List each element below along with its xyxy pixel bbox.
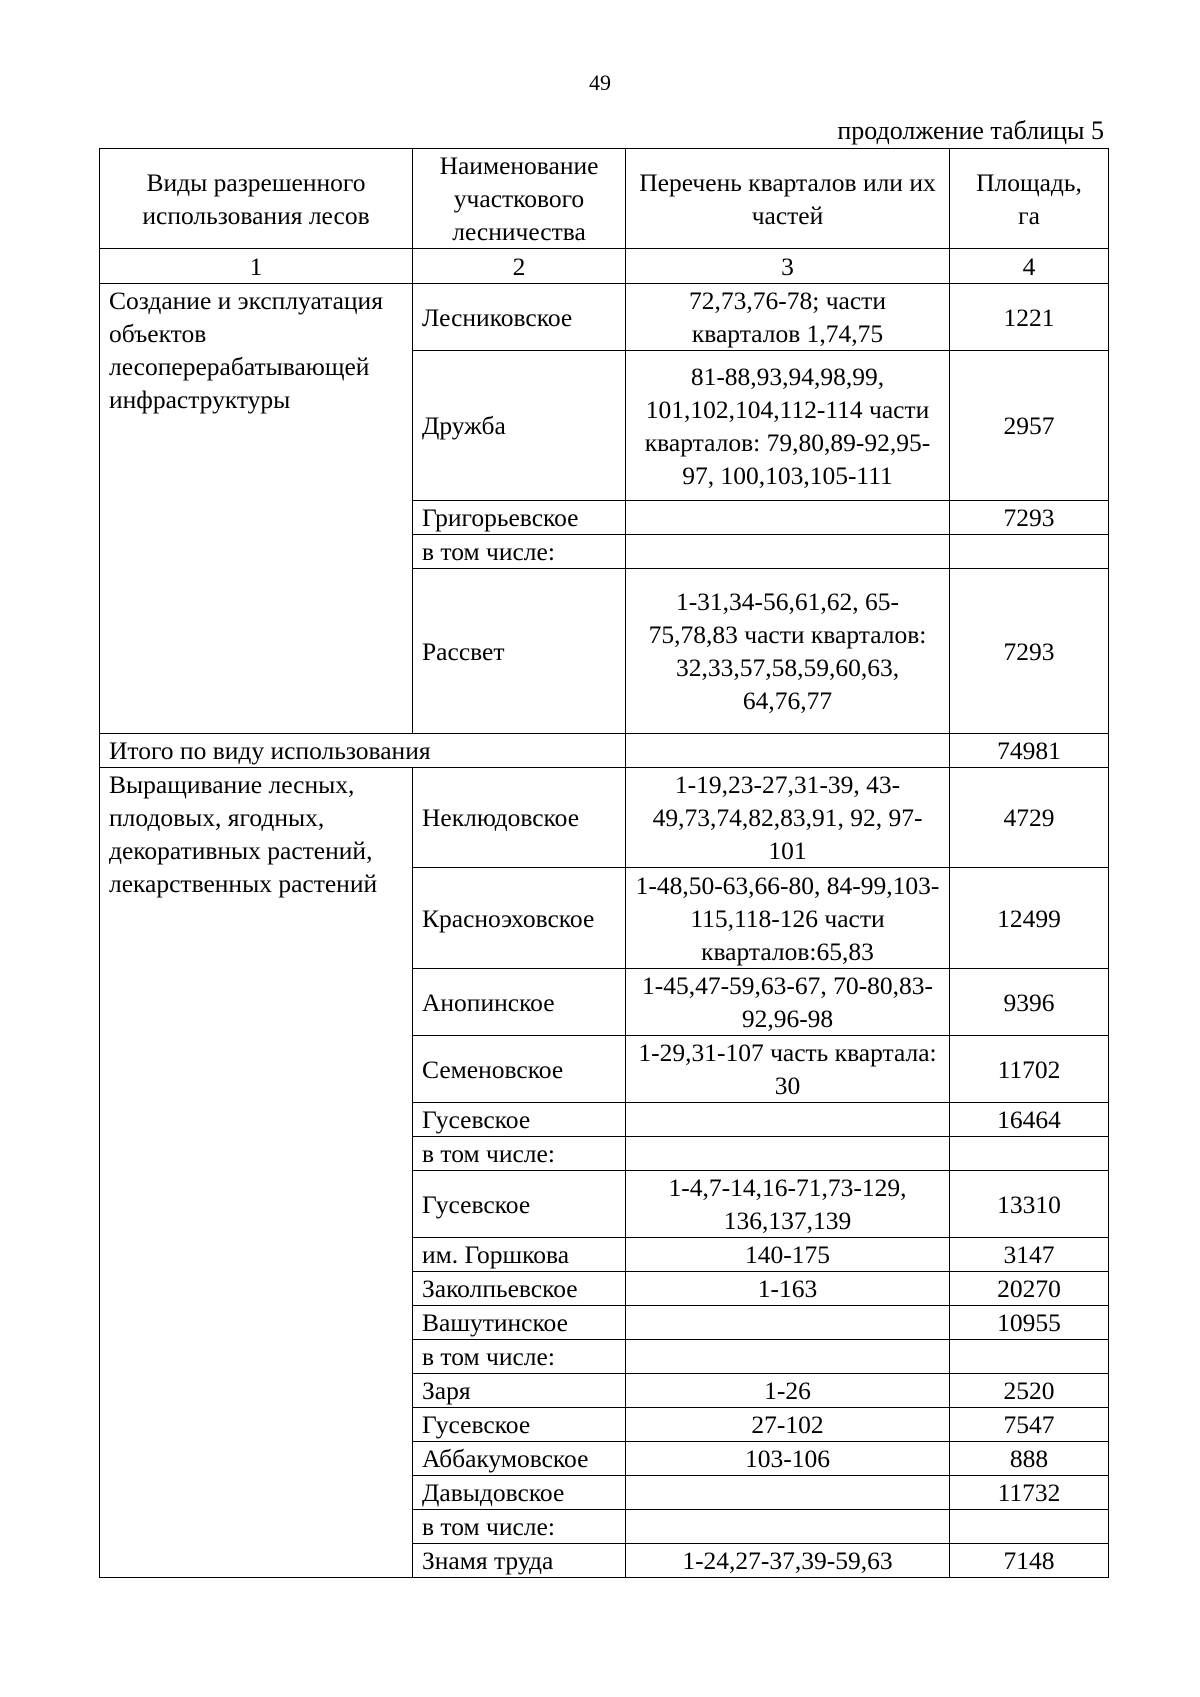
quarters-cell: 1-31,34-56,61,62, 65-75,78,83 части кварталов: 32,33,57,58,59,60,63, 64,76,77 bbox=[626, 569, 950, 734]
forestry-cell: Гусевское bbox=[413, 1103, 626, 1137]
forestry-cell: Гусевское bbox=[413, 1408, 626, 1442]
use-kind-cell: Выращивание лесных, плодовых, ягодных, декоративных растений, лекарственных растений bbox=[100, 768, 413, 1578]
column-number: 3 bbox=[626, 249, 950, 284]
quarters-cell bbox=[626, 734, 950, 768]
quarters-cell bbox=[626, 1306, 950, 1340]
total-row bbox=[100, 734, 1109, 768]
area-cell bbox=[950, 1340, 1109, 1374]
quarters-cell: 27-102 bbox=[626, 1408, 950, 1442]
forestry-cell: Неклюдовское bbox=[413, 768, 626, 868]
table-row bbox=[100, 284, 1109, 351]
area-cell: 2520 bbox=[950, 1374, 1109, 1408]
area-cell: 888 bbox=[950, 1442, 1109, 1476]
header-kind: Виды разрешенного использования лесов bbox=[100, 149, 413, 249]
area-cell: 2957 bbox=[950, 351, 1109, 501]
forestry-cell: в том числе: bbox=[413, 535, 626, 569]
land-use-table bbox=[99, 148, 1109, 1578]
forestry-cell: Рассвет bbox=[413, 569, 626, 734]
area-cell: 3147 bbox=[950, 1238, 1109, 1272]
forestry-cell: Давыдовское bbox=[413, 1476, 626, 1510]
area-cell: 12499 bbox=[950, 868, 1109, 969]
area-cell: 11702 bbox=[950, 1036, 1109, 1103]
forestry-cell: Аббакумовское bbox=[413, 1442, 626, 1476]
area-cell: 9396 bbox=[950, 969, 1109, 1036]
forestry-cell: им. Горшкова bbox=[413, 1238, 626, 1272]
quarters-cell bbox=[626, 1340, 950, 1374]
area-cell: 7148 bbox=[950, 1544, 1109, 1578]
area-cell bbox=[950, 1510, 1109, 1544]
quarters-cell: 81-88,93,94,98,99, 101,102,104,112-114 части кварталов: 79,80,89-92,95-97, 100,103,105-111 bbox=[626, 351, 950, 501]
forestry-cell: Заря bbox=[413, 1374, 626, 1408]
quarters-cell bbox=[626, 1137, 950, 1171]
area-cell: 20270 bbox=[950, 1272, 1109, 1306]
area-cell: 11732 bbox=[950, 1476, 1109, 1510]
quarters-cell: 103-106 bbox=[626, 1442, 950, 1476]
quarters-cell: 1-24,27-37,39-59,63 bbox=[626, 1544, 950, 1578]
area-cell bbox=[950, 535, 1109, 569]
quarters-cell: 1-48,50-63,66-80, 84-99,103-115,118-126 части кварталов:65,83 bbox=[626, 868, 950, 969]
area-cell: 16464 bbox=[950, 1103, 1109, 1137]
quarters-cell: 72,73,76-78; части кварталов 1,74,75 bbox=[626, 284, 950, 351]
forestry-cell: в том числе: bbox=[413, 1510, 626, 1544]
quarters-cell: 1-45,47-59,63-67, 70-80,83-92,96-98 bbox=[626, 969, 950, 1036]
area-cell: 7293 bbox=[950, 569, 1109, 734]
quarters-cell: 1-19,23-27,31-39, 43-49,73,74,82,83,91, 92, 97-101 bbox=[626, 768, 950, 868]
total-area: 74981 bbox=[950, 734, 1109, 768]
quarters-cell: 1-4,7-14,16-71,73-129, 136,137,139 bbox=[626, 1171, 950, 1238]
use-kind-cell: Создание и эксплуатация объектов лесоперерабатывающей инфраструктуры bbox=[100, 284, 413, 734]
forestry-cell: Заколпьевское bbox=[413, 1272, 626, 1306]
quarters-cell bbox=[626, 535, 950, 569]
quarters-cell: 1-26 bbox=[626, 1374, 950, 1408]
forestry-cell: Дружба bbox=[413, 351, 626, 501]
column-number: 2 bbox=[413, 249, 626, 284]
quarters-cell bbox=[626, 1103, 950, 1137]
quarters-cell: 1-29,31-107 часть квартала: 30 bbox=[626, 1036, 950, 1103]
quarters-cell bbox=[626, 501, 950, 535]
total-label: Итого по виду использования bbox=[100, 734, 626, 768]
table-caption: продолжение таблицы 5 bbox=[837, 116, 1104, 145]
quarters-cell: 140-175 bbox=[626, 1238, 950, 1272]
forestry-cell: Знамя труда bbox=[413, 1544, 626, 1578]
page-number: 49 bbox=[589, 70, 611, 95]
area-cell: 7547 bbox=[950, 1408, 1109, 1442]
forestry-cell: в том числе: bbox=[413, 1137, 626, 1171]
quarters-cell bbox=[626, 1476, 950, 1510]
forestry-cell: Семеновское bbox=[413, 1036, 626, 1103]
column-number-row bbox=[100, 249, 1109, 284]
area-cell: 13310 bbox=[950, 1171, 1109, 1238]
area-cell: 7293 bbox=[950, 501, 1109, 535]
forestry-cell: Григорьевское bbox=[413, 501, 626, 535]
column-number: 1 bbox=[100, 249, 413, 284]
quarters-cell: 1-163 bbox=[626, 1272, 950, 1306]
forestry-cell: Лесниковское bbox=[413, 284, 626, 351]
forestry-cell: Анопинское bbox=[413, 969, 626, 1036]
forestry-cell: Красноэховское bbox=[413, 868, 626, 969]
area-cell: 1221 bbox=[950, 284, 1109, 351]
forestry-cell: Гусевское bbox=[413, 1171, 626, 1238]
header-row bbox=[100, 149, 1109, 249]
area-cell: 10955 bbox=[950, 1306, 1109, 1340]
header-forestry: Наименование участкового лесничества bbox=[413, 149, 626, 249]
header-area: Площадь, га bbox=[950, 149, 1109, 249]
header-quarters: Перечень кварталов или их частей bbox=[626, 149, 950, 249]
forestry-cell: Вашутинское bbox=[413, 1306, 626, 1340]
table-row bbox=[100, 768, 1109, 868]
quarters-cell bbox=[626, 1510, 950, 1544]
forestry-cell: в том числе: bbox=[413, 1340, 626, 1374]
column-number: 4 bbox=[950, 249, 1109, 284]
area-cell: 4729 bbox=[950, 768, 1109, 868]
area-cell bbox=[950, 1137, 1109, 1171]
